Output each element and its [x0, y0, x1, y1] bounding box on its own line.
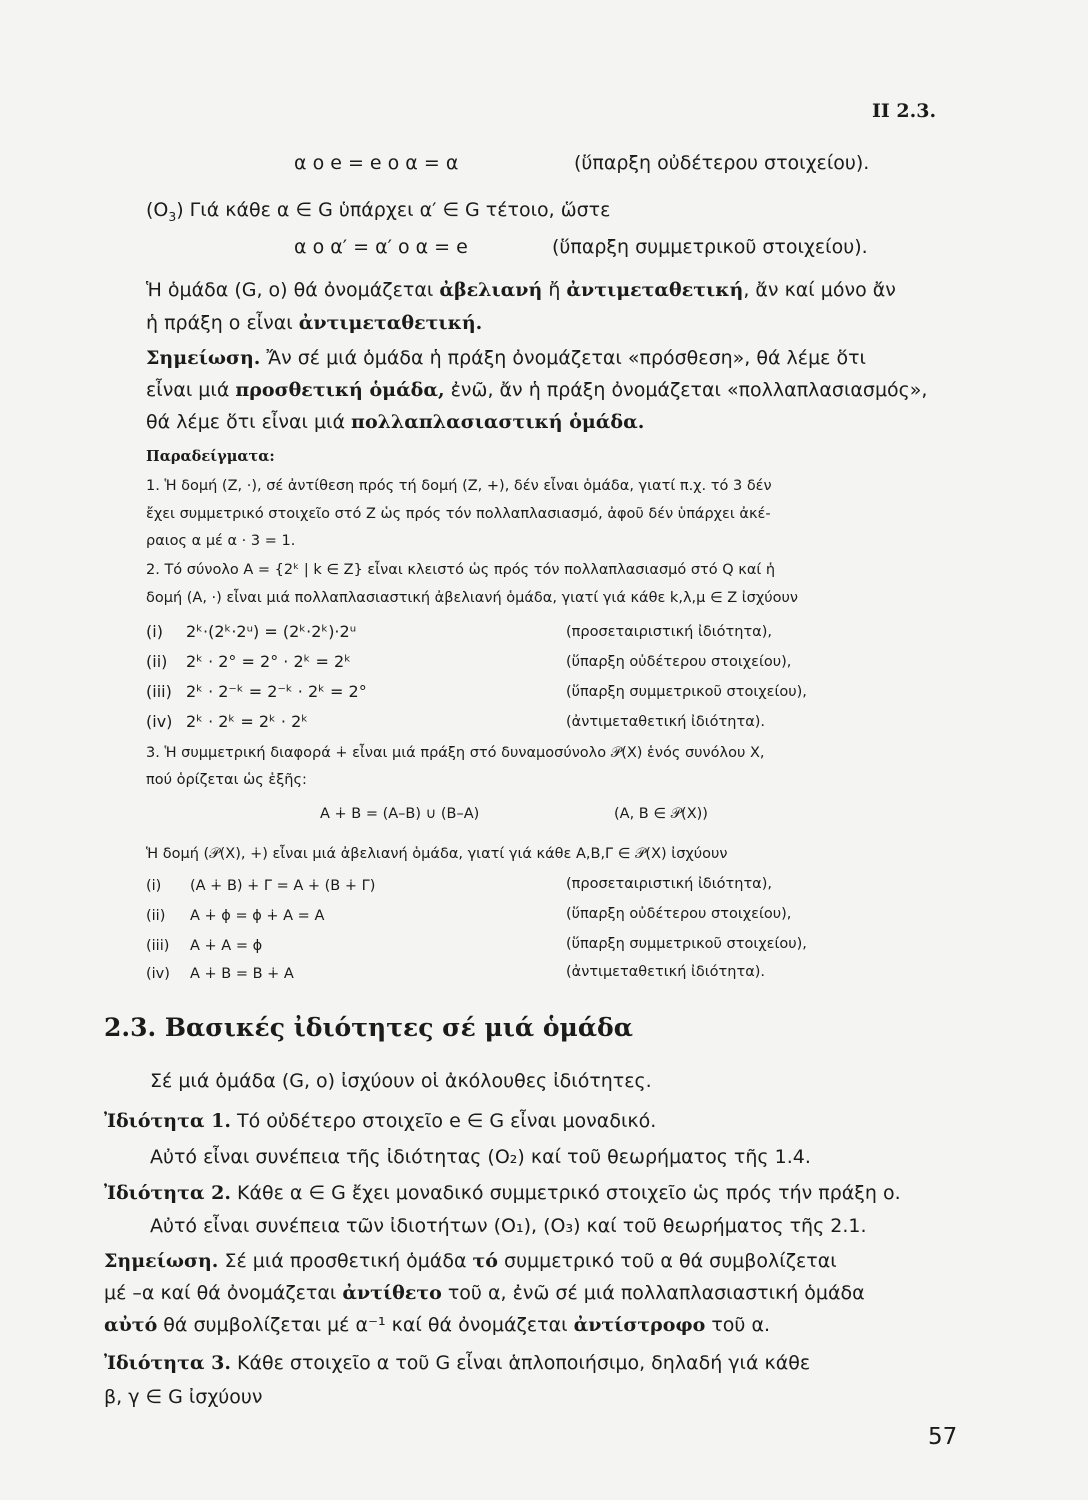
section-remark-line3: αὐτό θά συμβολίζεται μέ α⁻¹ καί θά ὀνομάζεται ἀντίστροφο τοῦ α.	[104, 1314, 771, 1336]
property3-line2: β, γ ∈ G ἰσχύουν	[104, 1386, 263, 1408]
section-remark-line1: Σημείωση. Σέ μιά προσθετική ὁμάδα τό συμμετρικό τοῦ α θά συμβολίζεται	[104, 1250, 837, 1272]
identity-equation: α ο e = e ο α = α	[294, 152, 459, 174]
example2-prop-number: (iv)	[146, 712, 173, 731]
example2-line2: δομή (A, ·) εἶναι μιά πολλαπλασιαστική ἀβελιανή ὁμάδα, γιατί γιά κάθε k,λ,μ ∈ Z ἰσχύουν	[146, 590, 798, 606]
example3-prop-note: (ἀντιμεταθετική ἰδιότητα).	[566, 964, 766, 980]
example2-prop-note: (ὕπαρξη οὐδέτερου στοιχείου),	[566, 654, 792, 670]
example2-prop-number: (iii)	[146, 682, 172, 701]
example2-prop-formula: 2ᵏ · 2⁻ᵏ = 2⁻ᵏ · 2ᵏ = 2°	[186, 682, 367, 701]
example3-prop-formula: A ∔ A = ϕ	[190, 938, 263, 954]
property2-proof: Αὐτό εἶναι συνέπεια τῶν ἰδιοτήτων (O₁), (O₃) καί τοῦ θεωρήματος τῆς 2.1.	[150, 1215, 867, 1237]
remark-line2: εἶναι μιά προσθετική ὁμάδα, ἐνῶ, ἄν ἡ πράξη ὀνομάζεται «πολλαπλασιασμός»,	[146, 379, 928, 401]
symmetric-difference-definition: A ∔ B = (A–B) ∪ (B–A)	[320, 806, 480, 822]
example2-prop-number: (i)	[146, 622, 163, 641]
example3-prop-number: (iii)	[146, 938, 170, 954]
abelian-definition-line1: Ἡ ὁμάδα (G, ο) θά ὀνομάζεται ἀβελιανή ἤ ἀντιμεταθετική, ἄν καί μόνο ἄν	[146, 279, 896, 301]
example3-line3: Ἡ δομή (𝒫(X), ∔) εἶναι μιά ἀβελιανή ὁμάδα, γιατί γιά κάθε A,B,Γ ∈ 𝒫(X) ἰσχύουν	[146, 846, 728, 862]
examples-heading: Παραδείγματα:	[146, 448, 275, 465]
remark-line1: Σημείωση. Ἄν σέ μιά ὁμάδα ἡ πράξη ὀνομάζεται «πρόσθεση», θά λέμε ὅτι	[146, 347, 866, 369]
property1: Ἰδιότητα 1. Τό οὐδέτερο στοιχεῖο e ∈ G εἶναι μοναδικό.	[104, 1110, 657, 1132]
example2-prop-formula: 2ᵏ·(2ᵏ·2ᵘ) = (2ᵏ·2ᵏ)·2ᵘ	[186, 622, 357, 641]
example2-prop-note: (ὕπαρξη συμμετρικοῦ στοιχείου),	[566, 684, 807, 700]
example2-prop-formula: 2ᵏ · 2° = 2° · 2ᵏ = 2ᵏ	[186, 652, 352, 671]
example3-prop-note: (ὕπαρξη συμμετρικοῦ στοιχείου),	[566, 936, 807, 952]
example3-prop-number: (i)	[146, 878, 162, 894]
example3-prop-number: (iv)	[146, 966, 170, 982]
example3-prop-formula: (A ∔ B) ∔ Γ = A ∔ (B ∔ Γ)	[190, 878, 376, 894]
axiom-o3: $(O_3)$ Γιά κάθε α ∈ G ὑπάρχει α′ ∈ G τέτοιο, ὥστε	[146, 199, 611, 224]
property3: Ἰδιότητα 3. Κάθε στοιχεῖο α τοῦ G εἶναι ἁπλοποιήσιμο, δηλαδή γιά κάθε	[104, 1352, 811, 1374]
example1-line1: 1. Ἡ δομή (Z, ·), σέ ἀντίθεση πρός τή δομή (Z, +), δέν εἶναι ὁμάδα, γιατί π.χ. τό 3 δέν	[146, 478, 772, 494]
abelian-definition-line2: ἡ πράξη ο εἶναι ἀντιμεταθετική.	[146, 312, 483, 334]
symmetric-difference-domain: (A, B ∈ 𝒫(X))	[614, 806, 708, 822]
example3-prop-number: (ii)	[146, 908, 166, 924]
example2-prop-number: (ii)	[146, 652, 168, 671]
example2-line1: 2. Τό σύνολο A = {2ᵏ | k ∈ Z} εἶναι κλειστό ὡς πρός τόν πολλαπλασιασμό στό Q καί ἡ	[146, 562, 776, 578]
example3-prop-note: (προσεταιριστική ἰδιότητα),	[566, 876, 772, 892]
example3-prop-note: (ὕπαρξη οὐδέτερου στοιχείου),	[566, 906, 792, 922]
example2-prop-note: (προσεταιριστική ἰδιότητα),	[566, 624, 772, 640]
property2: Ἰδιότητα 2. Κάθε α ∈ G ἔχει μοναδικό συμμετρικό στοιχεῖο ὡς πρός τήν πράξη ο.	[104, 1182, 901, 1204]
section-remark-line2: μέ –α καί θά ὀνομάζεται ἀντίθετο τοῦ α, ἐνῶ σέ μιά πολλαπλασιαστική ὁμάδα	[104, 1282, 865, 1304]
running-header: II 2.3.	[872, 100, 937, 122]
example2-prop-formula: 2ᵏ · 2ᵏ = 2ᵏ · 2ᵏ	[186, 712, 309, 731]
remark-line3: θά λέμε ὅτι εἶναι μιά πολλαπλασιαστική ὁμάδα.	[146, 411, 645, 433]
page-number: 57	[928, 1424, 958, 1450]
inverse-equation: α ο α′ = α′ ο α = e	[294, 236, 468, 258]
example3-line2: πού ὁρίζεται ὡς ἑξῆς:	[146, 772, 307, 788]
example1-line3: ραιος α μέ α · 3 = 1.	[146, 533, 296, 549]
example1-line2: ἔχει συμμετρικό στοιχεῖο στό Z ὡς πρός τόν πολλαπλασιασμό, ἀφοῦ δέν ὑπάρχει ἀκέ-	[146, 506, 771, 522]
identity-note: (ὕπαρξη οὐδέτερου στοιχείου).	[574, 152, 870, 174]
example3-prop-formula: A ∔ B = B ∔ A	[190, 966, 294, 982]
section-intro: Σέ μιά ὁμάδα (G, ο) ἰσχύουν οἱ ἀκόλουθες ἰδιότητες.	[150, 1070, 652, 1092]
example3-prop-formula: A ∔ ϕ = ϕ ∔ A = A	[190, 908, 325, 924]
inverse-note: (ὕπαρξη συμμετρικοῦ στοιχείου).	[552, 236, 868, 258]
section-heading: 2.3. Βασικές ἰδιότητες σέ μιά ὁμάδα	[104, 1013, 633, 1042]
example2-prop-note: (ἀντιμεταθετική ἰδιότητα).	[566, 714, 766, 730]
example3-line1: 3. Ἡ συμμετρική διαφορά ∔ εἶναι μιά πράξη στό δυναμοσύνολο 𝒫(X) ἑνός συνόλου X,	[146, 745, 765, 761]
property1-proof: Αὐτό εἶναι συνέπεια τῆς ἰδιότητας (O₂) καί τοῦ θεωρήματος τῆς 1.4.	[150, 1146, 811, 1168]
